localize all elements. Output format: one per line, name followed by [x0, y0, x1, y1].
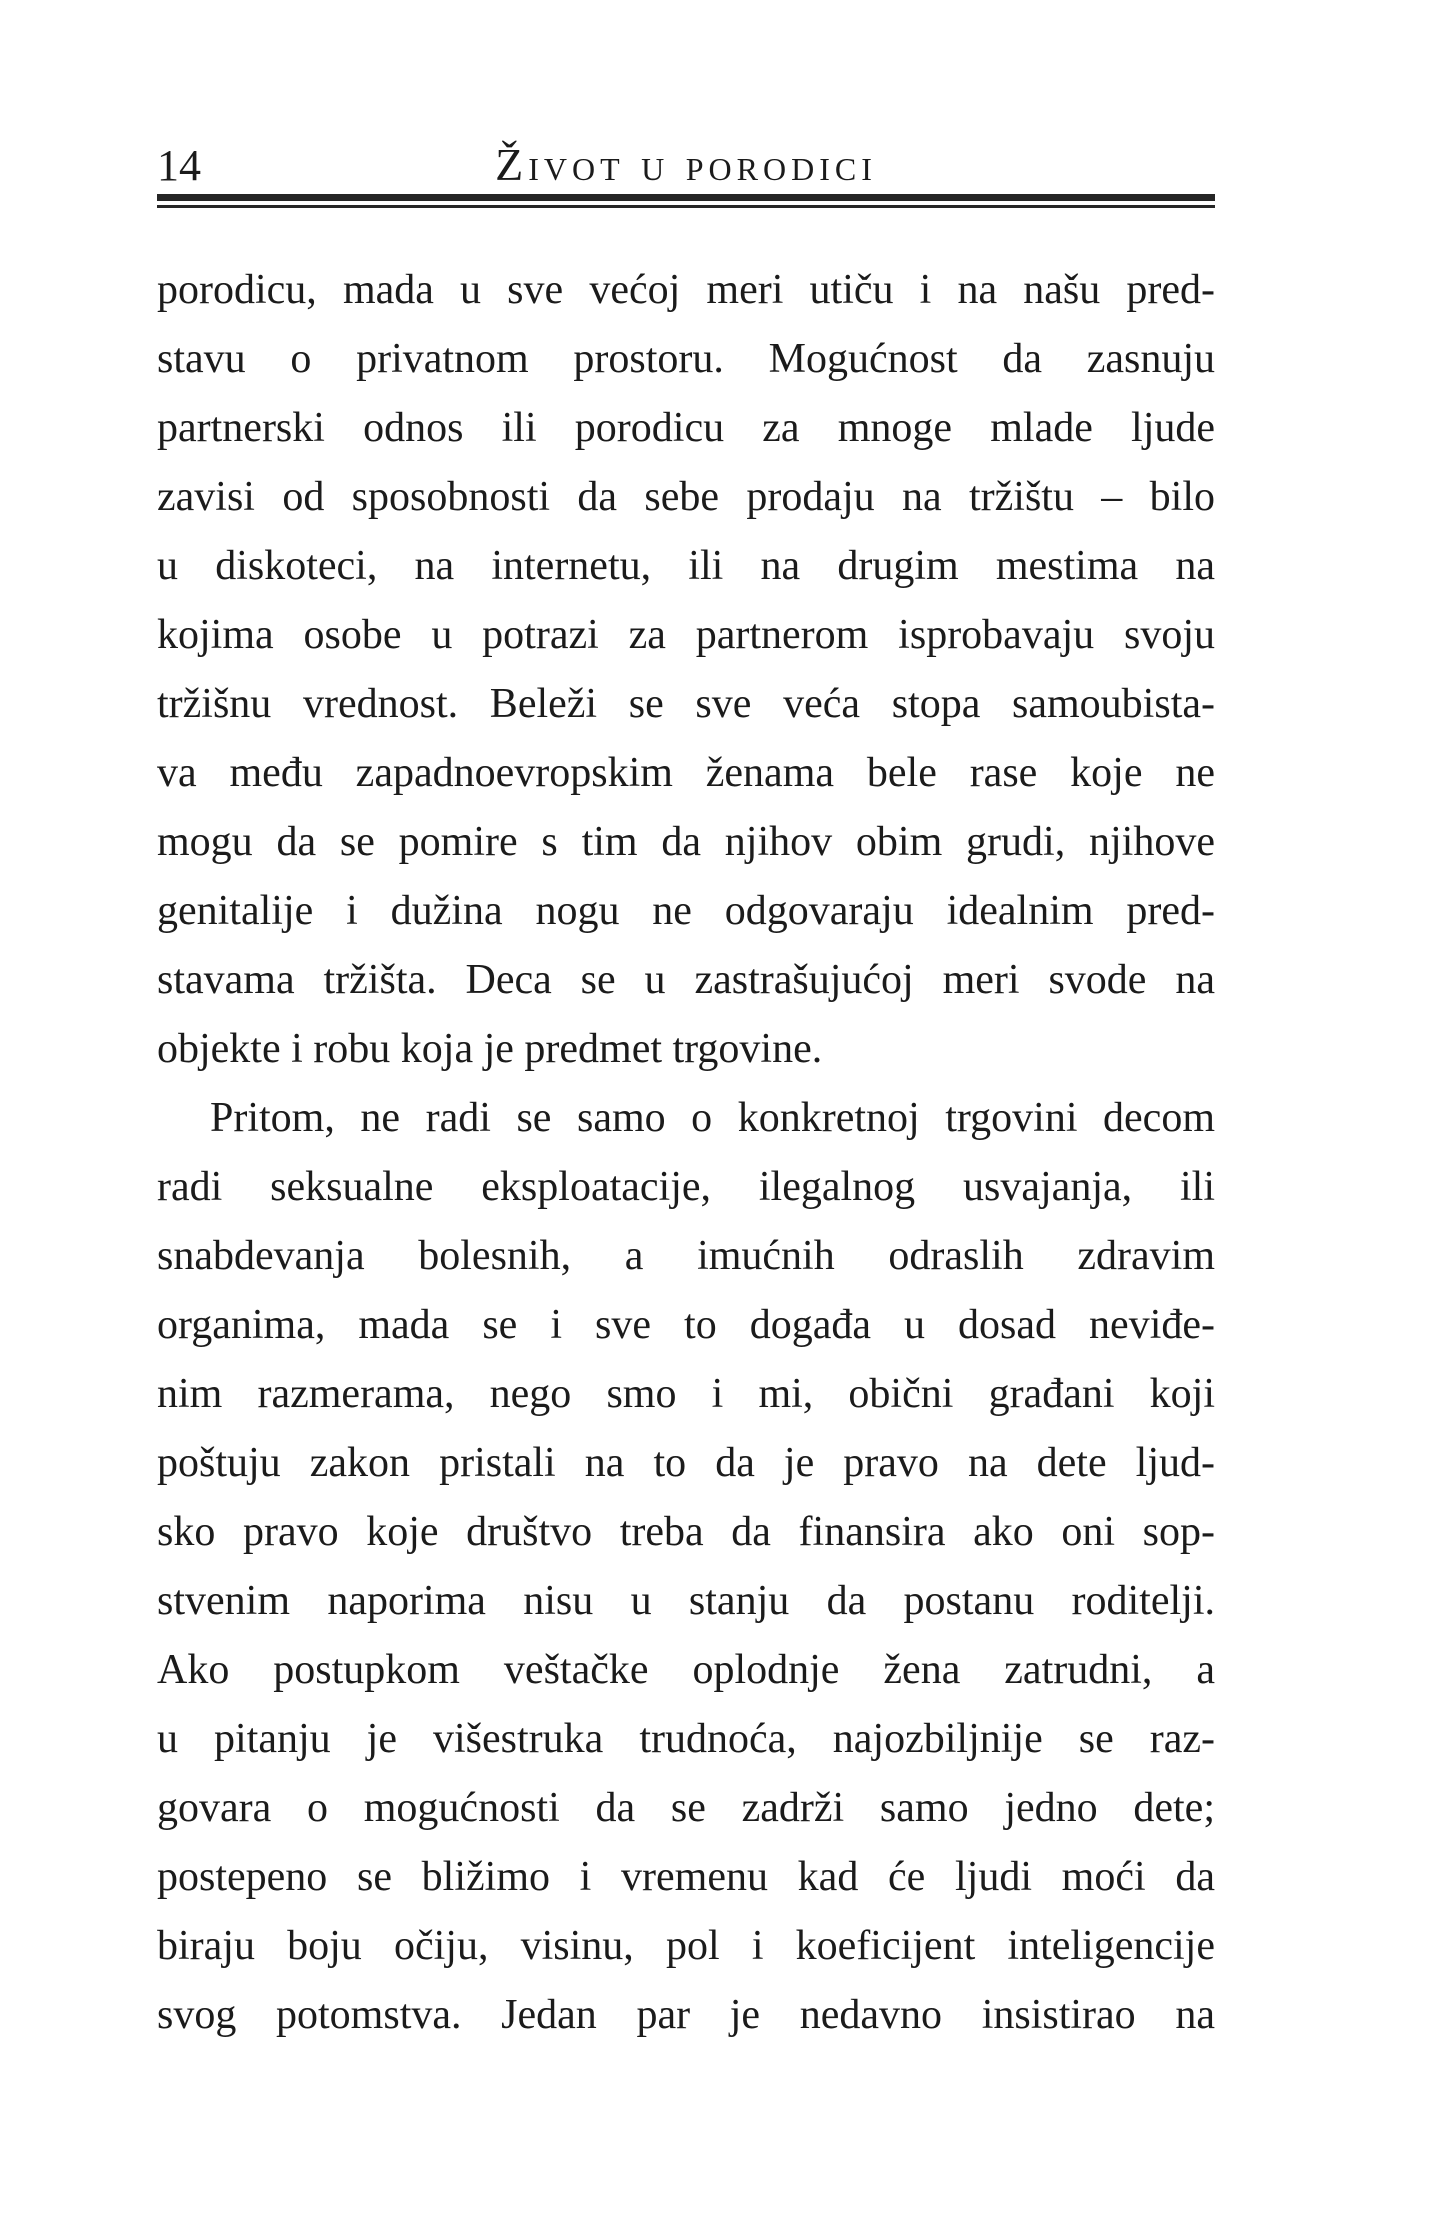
- text-line: porodicu, mada u sve većoj meri utiču i na našu pred-: [157, 267, 1215, 313]
- text-line: stavu o privatnom prostoru. Mogućnost da zasnuju: [157, 336, 1215, 382]
- text-line: mogu da se pomire s tim da njihov obim grudi, njihove: [157, 819, 1215, 865]
- text-line: postepeno se bližimo i vremenu kad će ljudi moći da: [157, 1854, 1215, 1900]
- text-line: poštuju zakon pristali na to da je pravo na dete ljud-: [157, 1440, 1215, 1486]
- text-line: snabdevanja bolesnih, a imućnih odraslih zdravim: [157, 1233, 1215, 1279]
- text-line: biraju boju očiju, visinu, pol i koeficijent inteligencije: [157, 1923, 1215, 1969]
- text-line: genitalije i dužina nogu ne odgovaraju idealnim pred-: [157, 888, 1215, 934]
- text-line: Pritom, ne radi se samo o konkretnoj trgovini decom: [210, 1095, 1215, 1141]
- text-line: Ako postupkom veštačke oplodnje žena zatrudni, a: [157, 1647, 1215, 1693]
- page-number: 14: [157, 141, 201, 190]
- text-line: u diskoteci, na internetu, ili na drugim mestima na: [157, 543, 1215, 589]
- text-line: va među zapadnoevropskim ženama bele rase koje ne: [157, 750, 1215, 796]
- text-line: partnerski odnos ili porodicu za mnoge mlade ljude: [157, 405, 1215, 451]
- page-header: [157, 134, 1215, 188]
- running-title: Život u porodici: [495, 139, 877, 190]
- text-line: sko pravo koje društvo treba da finansira ako oni sop-: [157, 1509, 1215, 1555]
- text-line: nim razmerama, nego smo i mi, obični građani koji: [157, 1371, 1215, 1417]
- text-line: radi seksualne eksploatacije, ilegalnog usvajanja, ili: [157, 1164, 1215, 1210]
- header-rule: [157, 194, 1215, 208]
- text-line: zavisi od sposobnosti da sebe prodaju na tržištu – bilo: [157, 474, 1215, 520]
- text-line: stavama tržišta. Deca se u zastrašujućoj meri svode na: [157, 957, 1215, 1003]
- body-text: [157, 256, 1215, 2050]
- text-line: govara o mogućnosti da se zadrži samo jedno dete;: [157, 1785, 1215, 1831]
- text-line: objekte i robu koja je predmet trgovine.: [157, 1026, 823, 1072]
- text-line: u pitanju je višestruka trudnoća, najozbiljnije se raz-: [157, 1716, 1215, 1762]
- text-line: stvenim naporima nisu u stanju da postanu roditelji.: [157, 1578, 1215, 1624]
- text-line: kojima osobe u potrazi za partnerom isprobavaju svoju: [157, 612, 1215, 658]
- text-line: organima, mada se i sve to događa u dosad neviđe-: [157, 1302, 1215, 1348]
- text-line: tržišnu vrednost. Beleži se sve veća stopa samoubista-: [157, 681, 1215, 727]
- text-line: svog potomstva. Jedan par je nedavno insistirao na: [157, 1992, 1215, 2038]
